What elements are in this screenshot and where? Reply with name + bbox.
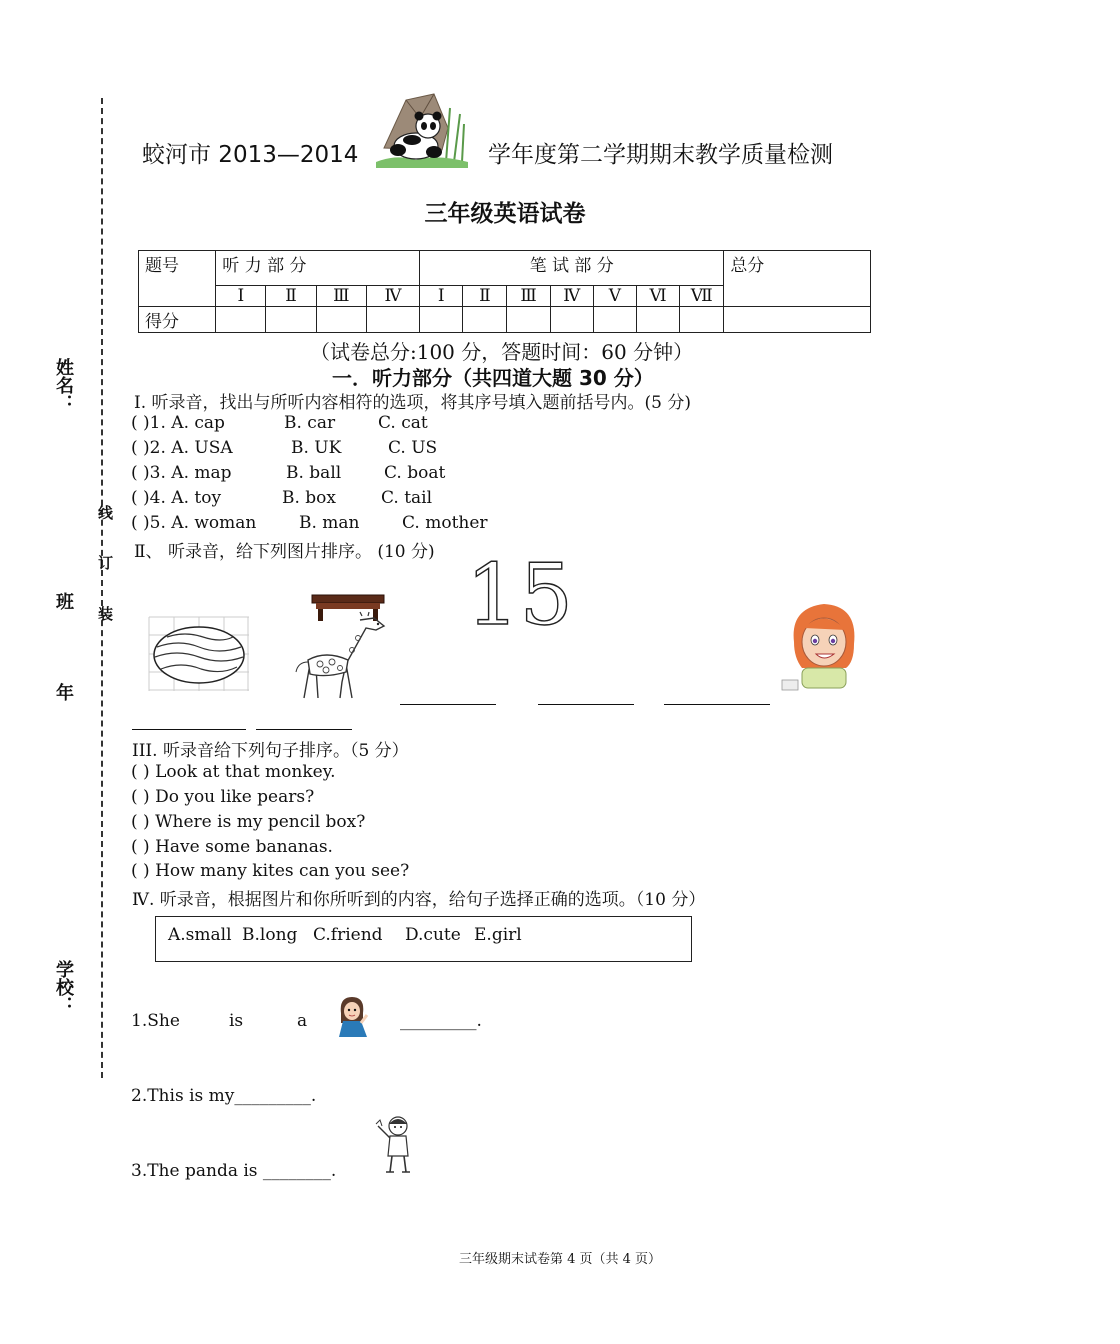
part3-item: ( ) Do you like pears? — [131, 787, 315, 807]
q1-word: 1.She — [131, 1011, 180, 1031]
score-cell[interactable] — [216, 307, 266, 333]
score-cell[interactable] — [724, 307, 871, 333]
bind-word-staple: 订 — [96, 555, 114, 570]
score-cell[interactable] — [420, 307, 463, 333]
part1-item: ( )4. A. toy B. box C. tail — [131, 488, 433, 508]
small-boy-picture — [374, 1114, 414, 1174]
part3-instruction: III. 听录音给下列句子排序。（5 分） — [132, 741, 409, 761]
listening-col-1: Ⅰ — [216, 286, 266, 307]
small-girl-picture — [333, 995, 371, 1037]
answer-blank[interactable] — [256, 729, 352, 730]
binding-dashed-line — [101, 98, 103, 1078]
part3-item: ( ) Have some bananas. — [131, 837, 333, 857]
written-part-label: 笔 试 部 分 — [420, 251, 724, 286]
score-row-label: 得分 — [139, 307, 216, 333]
listening-part-label: 听 力 部 分 — [216, 251, 420, 286]
score-cell[interactable] — [593, 307, 636, 333]
answer-blank[interactable] — [538, 704, 634, 705]
answer-blank[interactable] — [400, 704, 496, 705]
name-label: 姓名： — [53, 358, 74, 412]
word-option: C.friend — [313, 925, 383, 945]
score-cell[interactable] — [636, 307, 679, 333]
word-bank-box — [155, 916, 692, 962]
number-15-picture — [466, 546, 573, 644]
listening-col-4: Ⅳ — [366, 286, 419, 307]
exam-subtitle: 三年级英语试卷 — [424, 200, 586, 227]
score-cell[interactable] — [366, 307, 419, 333]
score-cell[interactable] — [550, 307, 593, 333]
title-right: 学年度第二学期期末教学质量检测 — [488, 142, 833, 168]
score-cell[interactable] — [316, 307, 366, 333]
part1-item: ( )2. A. USA B. UK C. US — [131, 438, 438, 458]
title-left: 蛟河市 2013—2014 — [142, 142, 359, 168]
q1-word: is — [229, 1011, 244, 1031]
listening-col-3: Ⅲ — [316, 286, 366, 307]
written-col-1: Ⅰ — [420, 286, 463, 307]
listening-col-2: Ⅱ — [266, 286, 316, 307]
part4-instruction: Ⅳ. 听录音，根据图片和你所听到的内容，给句子选择正确的选项。（10 分） — [132, 890, 706, 910]
part1-instruction: Ⅰ. 听录音，找出与所听内容相符的选项，将其序号填入题前括号内。(5 分) — [134, 393, 692, 413]
part2-instruction: Ⅱ、 听录音，给下列图片排序。 (10 分) — [134, 542, 435, 562]
written-col-2: Ⅱ — [463, 286, 507, 307]
grade-label: 年 — [53, 683, 74, 701]
part3-item: ( ) Look at that monkey. — [131, 762, 336, 782]
part3-item: ( ) How many kites can you see? — [131, 861, 410, 881]
written-col-4: Ⅳ — [550, 286, 593, 307]
q3-sentence[interactable]: 3.The panda is ________. — [131, 1161, 337, 1181]
score-cell[interactable] — [463, 307, 507, 333]
score-cell[interactable] — [680, 307, 724, 333]
school-label: 学校： — [53, 960, 74, 1014]
svg-text:15: 15 — [466, 546, 573, 644]
written-col-7: Ⅶ — [680, 286, 724, 307]
panda-illustration — [376, 88, 468, 168]
score-cell[interactable] — [507, 307, 550, 333]
part1-item: ( )5. A. woman B. man C. mother — [131, 513, 488, 533]
girl-picture — [782, 598, 866, 690]
part3-item: ( ) Where is my pencil box? — [131, 812, 366, 832]
page-footer: 三年级期末试卷第 4 页（共 4 页） — [458, 1252, 662, 1267]
score-table — [138, 250, 871, 333]
word-option: E.girl — [474, 925, 522, 945]
score-cell[interactable] — [266, 307, 316, 333]
bind-word-line: 线 — [96, 505, 114, 520]
word-option: D.cute — [405, 925, 461, 945]
exam-note: （试卷总分:100 分，答题时间：60 分钟） — [310, 340, 694, 364]
word-option: B.long — [242, 925, 298, 945]
q1-word: a — [297, 1011, 308, 1031]
written-col-6: Ⅵ — [636, 286, 679, 307]
answer-blank[interactable] — [132, 729, 246, 730]
bind-word-bind: 装 — [96, 606, 114, 621]
answer-blank[interactable] — [664, 704, 770, 705]
q1-blank[interactable]: _________. — [400, 1011, 482, 1031]
written-col-5: Ⅴ — [593, 286, 636, 307]
word-option: A.small — [168, 925, 232, 945]
part1-item: ( )3. A. map B. ball C. boat — [131, 463, 446, 483]
section-title: 一．听力部分（共四道大题 30 分） — [332, 366, 654, 390]
written-col-3: Ⅲ — [507, 286, 550, 307]
total-score-label: 总分 — [724, 251, 871, 307]
q2-sentence[interactable]: 2.This is my_________. — [131, 1086, 317, 1106]
question-number-label: 题号 — [139, 251, 216, 307]
giraffe-picture — [290, 612, 388, 700]
part1-item: ( )1. A. cap B. car C. cat — [131, 413, 428, 433]
watermelon-picture — [149, 617, 249, 691]
class-label: 班 — [53, 592, 74, 610]
